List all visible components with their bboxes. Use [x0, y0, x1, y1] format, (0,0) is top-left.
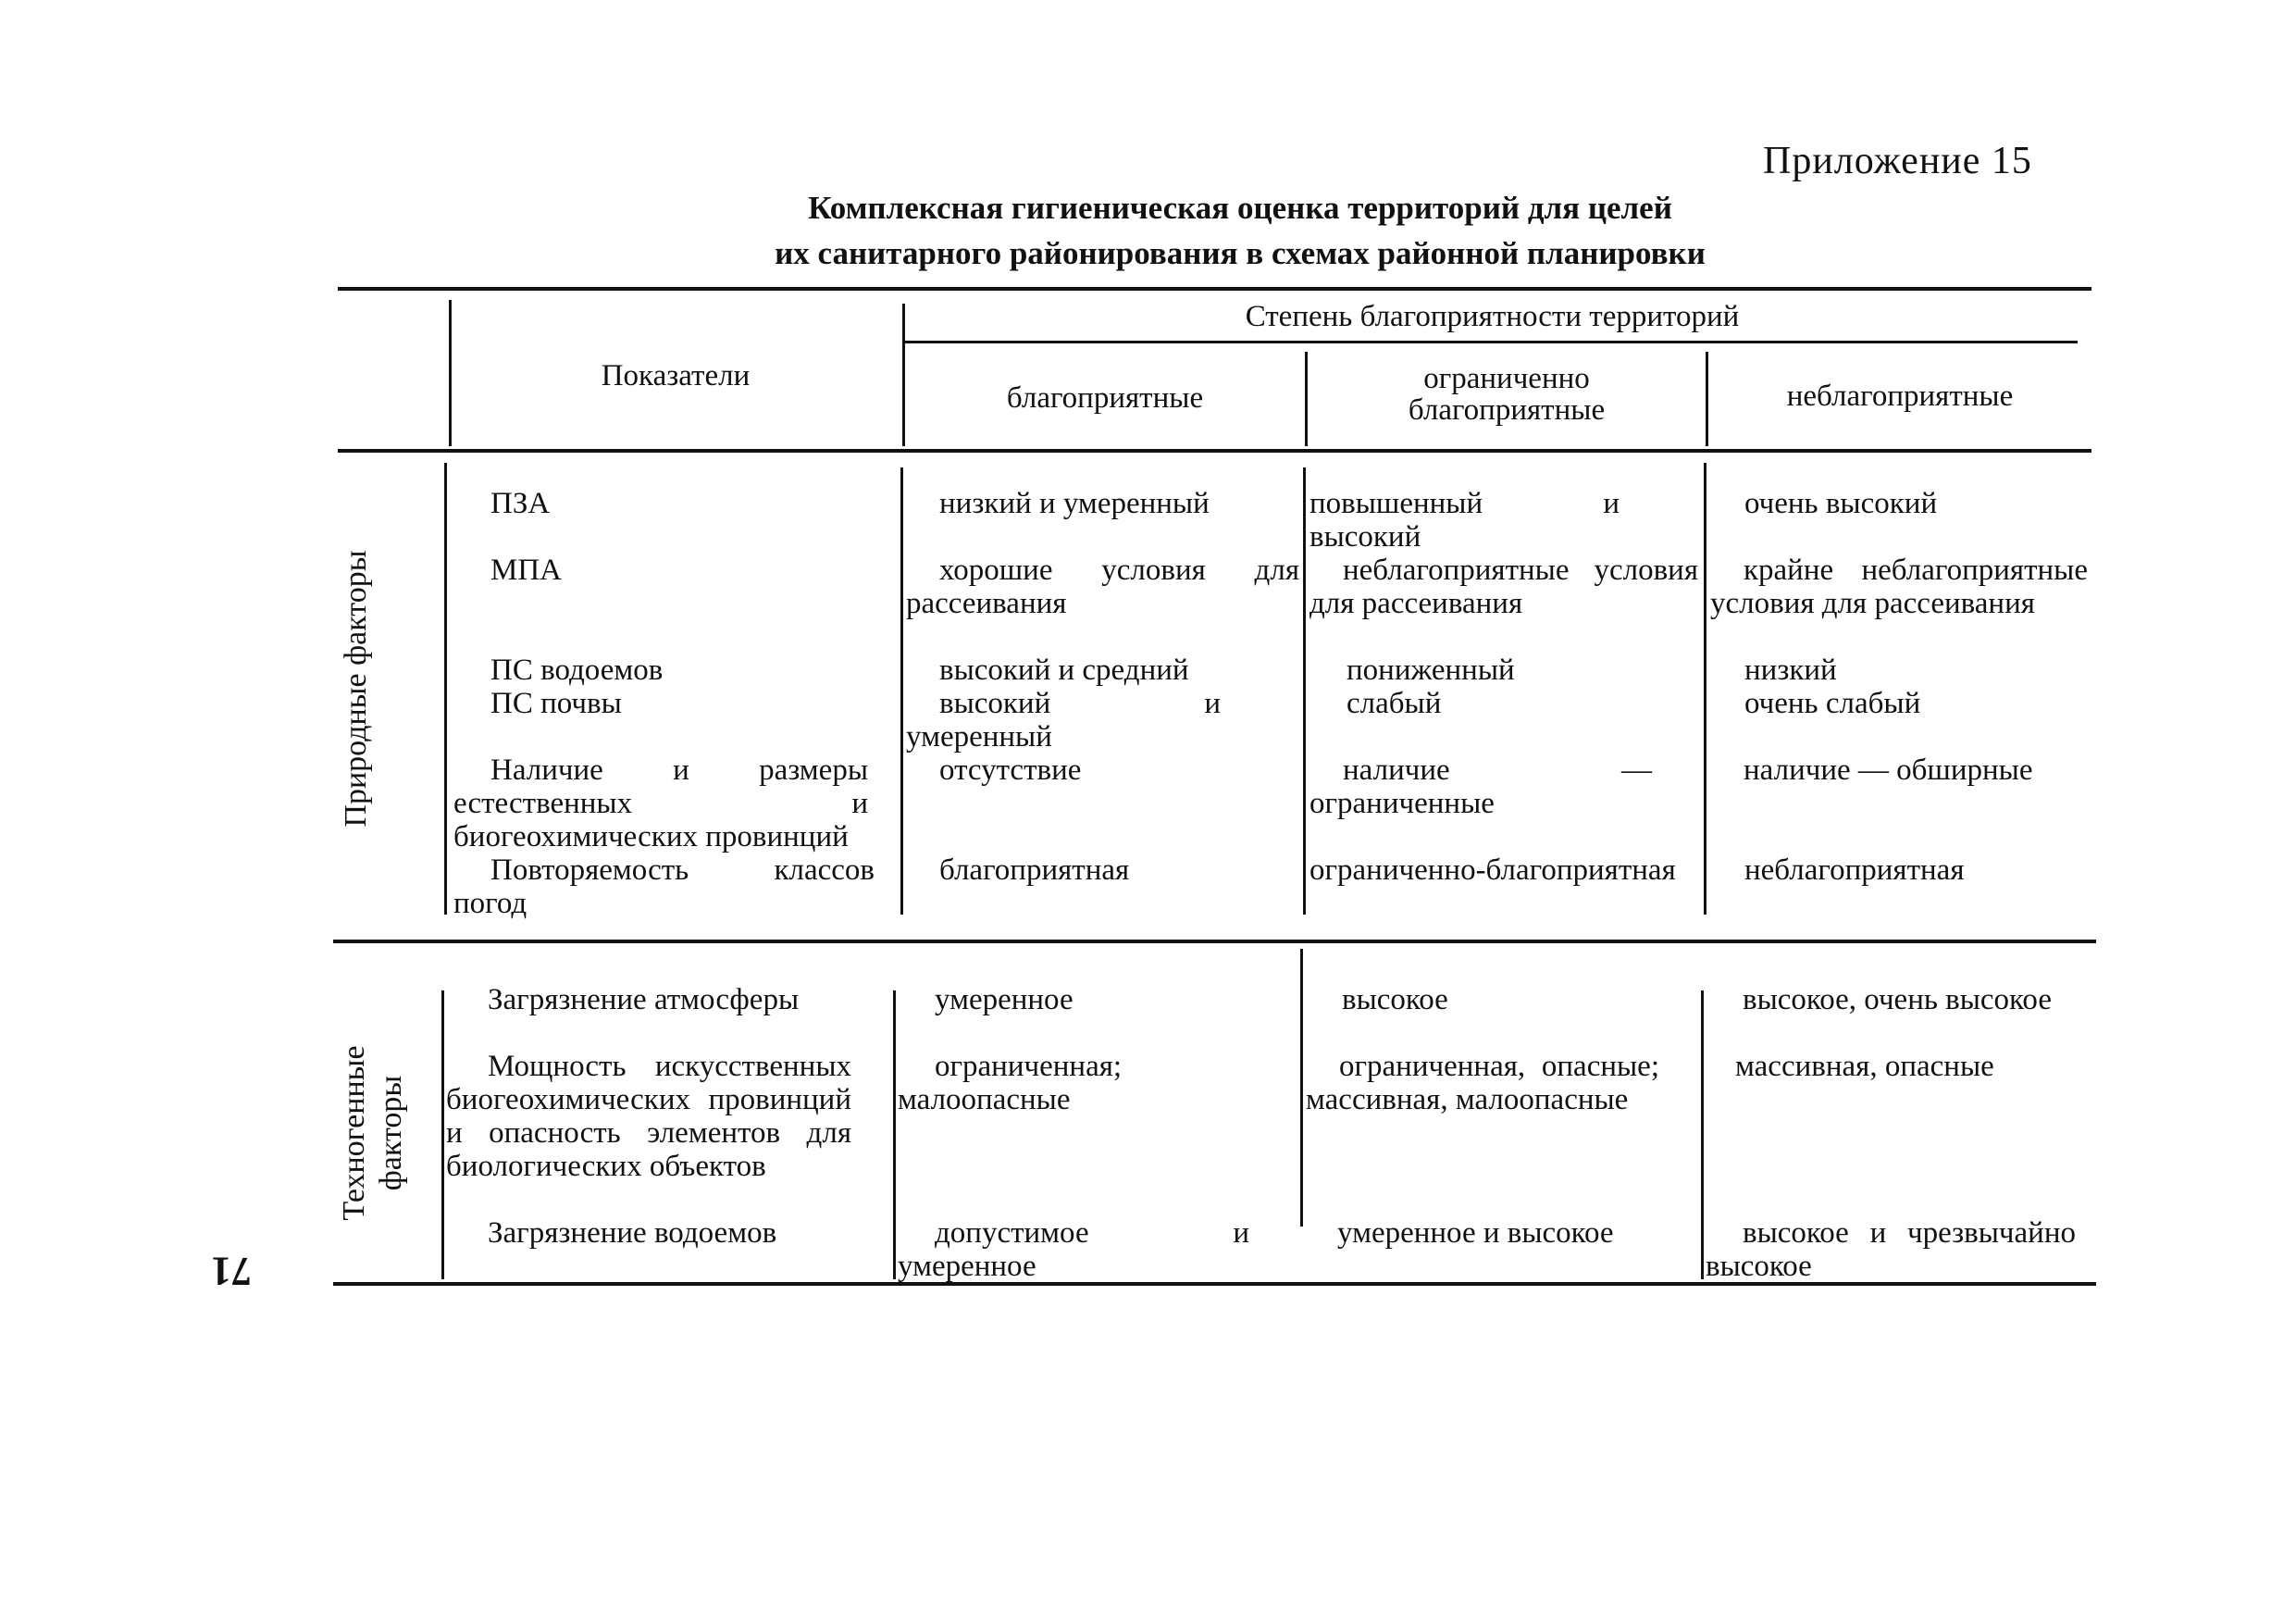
header-sep-limited — [1706, 352, 1708, 446]
group-label-technogenic-line-2: факторы — [374, 1075, 408, 1191]
title-line-2: их санитарного районирования в схемах районной планировки — [775, 235, 1706, 271]
natural-row-2-unfavorable: крайне неблагоприятные условия для рассеивания — [1710, 554, 2088, 620]
group-label-technogenic-line-1: Техногенные — [337, 1045, 371, 1221]
natural-row-1-favorable: низкий и умеренный — [939, 487, 1210, 520]
natural-row-1-unfavorable: очень высокий — [1744, 487, 1938, 520]
natural-row-4-unfavorable: очень слабый — [1744, 687, 1921, 720]
header-unfavorable: неблагоприятные — [1786, 380, 2014, 413]
tech-row-3-limited: умеренное и высокое — [1337, 1216, 1614, 1250]
group-label-natural: Природные факторы — [339, 550, 373, 828]
natural-row-3-indicator: ПС водоемов — [490, 654, 664, 687]
natural-row-3-unfavorable: низкий — [1744, 654, 1837, 687]
header-sep-favorable — [1305, 352, 1308, 446]
header-sep-indicators — [902, 304, 905, 446]
natural-row-1-indicator: ПЗА — [490, 487, 551, 520]
natural-row-5-unfavorable: наличие — обширные — [1744, 753, 2033, 787]
natural-row-6-limited: ограниченно-благоприятная — [1309, 853, 1676, 887]
page-number: 71 — [211, 1249, 252, 1294]
tech-row-1-favorable: умеренное — [935, 983, 1074, 1016]
header-sep-group — [449, 300, 452, 446]
tech-row-2-unfavorable: массивная, опасные — [1735, 1050, 1994, 1083]
tech-sep-favorable — [1300, 949, 1303, 1227]
document-title — [518, 185, 1962, 276]
header-favorable: благоприятные — [1006, 381, 1204, 415]
tech-row-1-indicator: Загрязнение атмосферы — [488, 983, 800, 1016]
header-limited-line-2: благоприятные — [1408, 393, 1606, 427]
natural-row-5-indicator: Наличие и размеры естественных и биогеохимических провинций — [453, 753, 868, 853]
tech-row-1-unfavorable: высокое, очень высокое — [1743, 983, 2052, 1016]
natural-row-6-favorable: благоприятная — [939, 853, 1130, 887]
natural-row-6-unfavorable: неблагоприятная — [1744, 853, 1965, 887]
degree-underline — [904, 341, 2078, 343]
header-limited-line-1: ограниченно — [1423, 362, 1590, 395]
natural-sep-favorable — [1303, 467, 1306, 915]
natural-row-2-favorable: хорошие условия для рассеивания — [906, 554, 1299, 620]
group-divider-rule — [333, 940, 2096, 943]
assessment-table — [338, 287, 2091, 1287]
natural-sep-indicators — [900, 467, 903, 915]
natural-row-5-favorable: отсутствие — [939, 753, 1082, 787]
tech-sep-indicators — [893, 990, 896, 1279]
natural-row-3-limited: пониженный — [1347, 654, 1515, 687]
tech-sep-limited — [1701, 990, 1704, 1279]
natural-row-2-indicator: МПА — [490, 554, 563, 587]
tech-sep-group — [441, 990, 444, 1279]
tech-row-3-favorable: допустимое и умеренное — [898, 1216, 1249, 1283]
tech-row-1-limited: высокое — [1342, 983, 1448, 1016]
title-line-1: Комплексная гигиеническая оценка территорий для целей — [808, 190, 1672, 226]
natural-row-3-favorable: высокий и средний — [939, 654, 1189, 687]
natural-row-5-limited: наличие — ограниченные — [1309, 753, 1652, 820]
natural-sep-limited — [1704, 463, 1706, 915]
appendix-label: Приложение 15 — [1763, 140, 2032, 182]
tech-row-3-indicator: Загрязнение водоемов — [488, 1216, 777, 1250]
tech-row-2-limited: ограниченная, опасные; массивная, малоопасные — [1306, 1050, 1659, 1116]
header-indicators: Показатели — [601, 359, 751, 392]
natural-row-4-favorable: высокий и умеренный — [906, 687, 1221, 753]
natural-row-4-limited: слабый — [1347, 687, 1442, 720]
header-bottom-rule — [338, 449, 2091, 453]
group-label-technogenic — [336, 994, 410, 1272]
natural-row-2-limited: неблагоприятные условия для рассеивания — [1309, 554, 1698, 620]
tech-row-3-unfavorable: высокое и чрезвычайно высокое — [1706, 1216, 2076, 1283]
tech-row-2-indicator: Мощность искусственных биогеохимических провинций и опасность элементов для биологических объектов — [446, 1050, 851, 1183]
natural-row-1-limited: повышенный и высокий — [1309, 487, 1620, 554]
natural-sep-group — [444, 463, 447, 915]
table-top-rule — [338, 287, 2091, 291]
header-limited — [1309, 363, 1704, 426]
natural-row-6-indicator: Повторяемость классов погод — [453, 853, 875, 920]
tech-row-2-favorable: ограниченная; малоопасные — [898, 1050, 1123, 1116]
natural-row-4-indicator: ПС почвы — [490, 687, 622, 720]
header-degree: Степень благоприятности территорий — [1245, 300, 1740, 333]
